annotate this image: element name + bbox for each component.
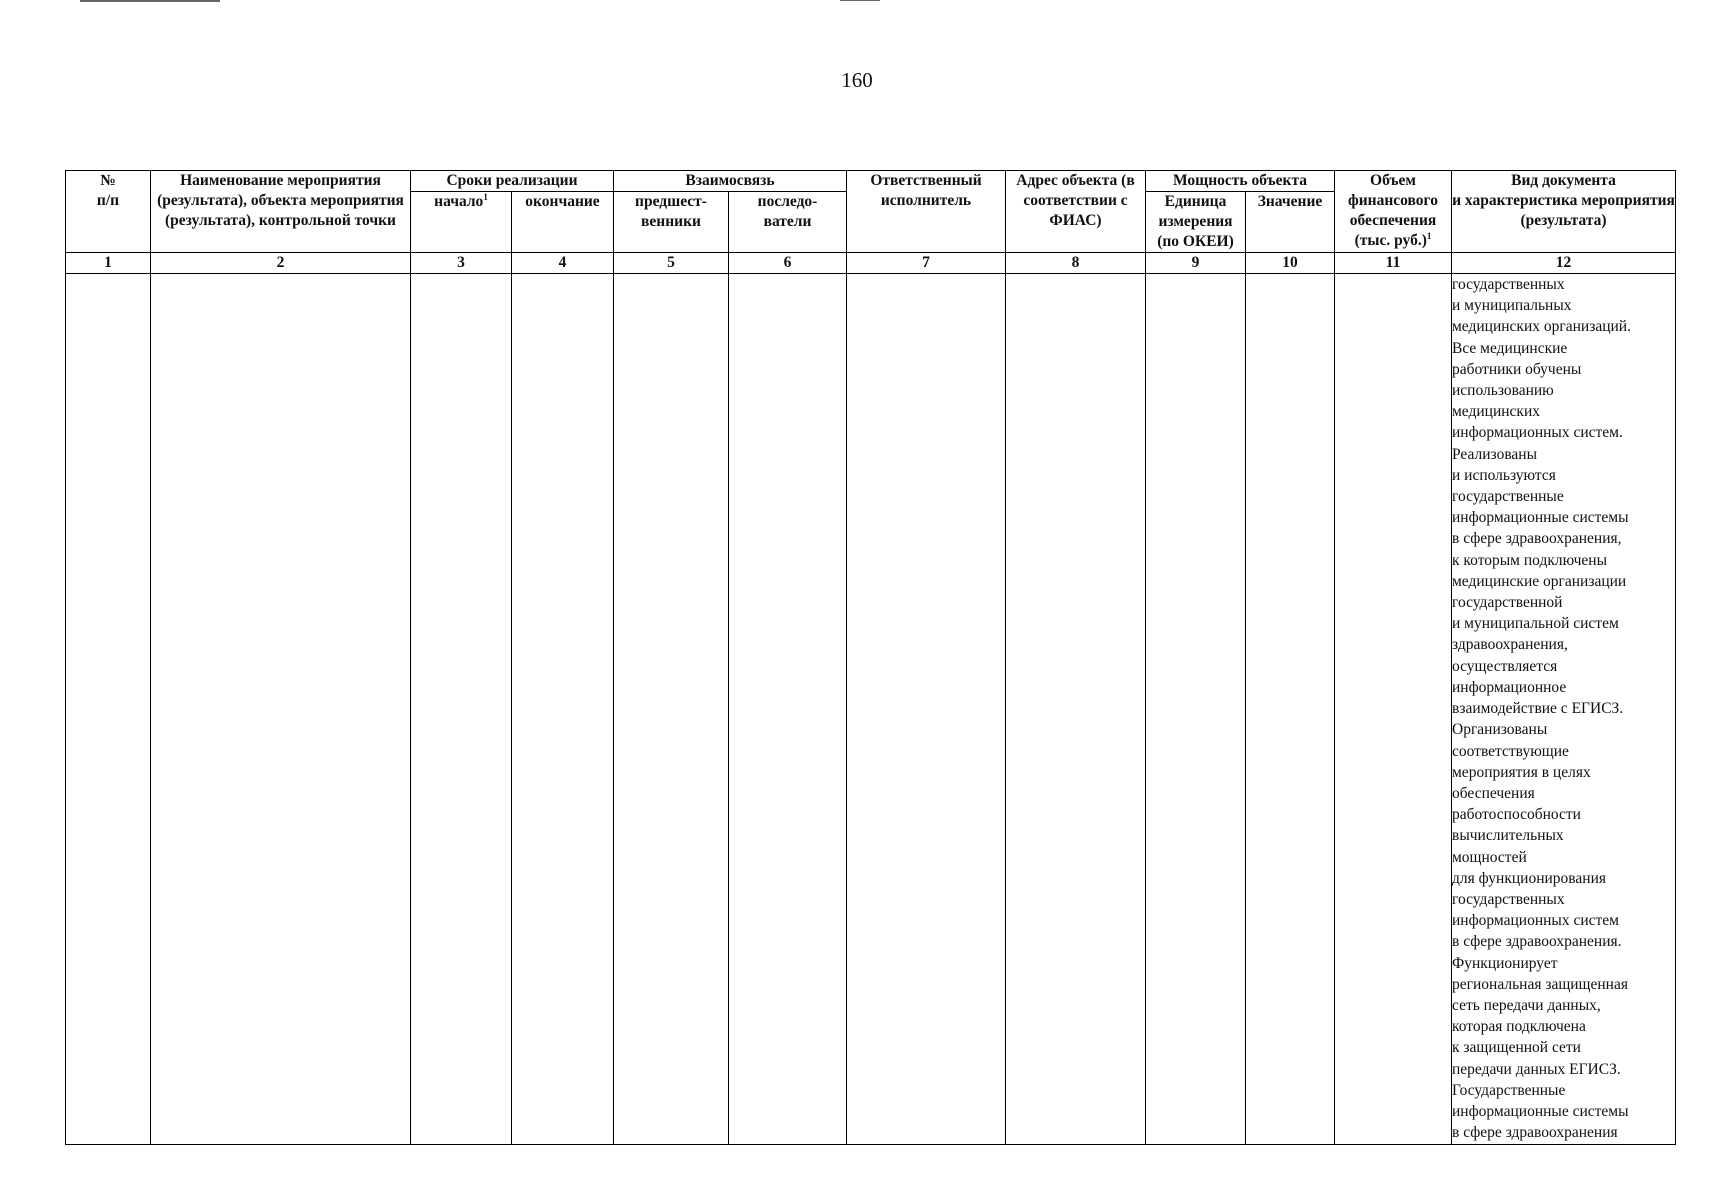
column-number: 9 — [1146, 253, 1246, 274]
header-start — [411, 192, 512, 253]
column-number: 12 — [1452, 253, 1676, 274]
cell-address — [1006, 274, 1146, 1145]
column-number: 6 — [729, 253, 847, 274]
cell-document-characteristics: государственных и муниципальных медицинских организаций. Все медицинские работники обучены использованию медицинских информационных систем. Реализованы и используются государственные информационные системы в сфере здравоохранения, к которым подключены медицинские организации государственной и муниципальной систем здравоохранения, осуществляется информационное взаимодействие с ЕГИСЗ. Организованы соответствующие мероприятия в целях обеспечения работоспособности вычислительных мощностей для функционирования государственных информационных систем в сфере здравоохранения. Функционирует региональная защищенная сеть передачи данных, которая подключена к защищенной сети передачи данных ЕГИСЗ. Государственные информационные системы в сфере здравоохранения — [1452, 274, 1676, 1145]
header-end: окончание — [512, 192, 614, 253]
cell-successors — [729, 274, 847, 1145]
cell-predecessors — [614, 274, 729, 1145]
header-start-label: начало — [434, 193, 484, 210]
cell-number — [66, 274, 151, 1145]
header-successors: последо- ватели — [729, 192, 847, 253]
column-number: 7 — [847, 253, 1006, 274]
header-number: № п/п — [66, 171, 151, 253]
column-number: 10 — [1246, 253, 1335, 274]
column-number: 5 — [614, 253, 729, 274]
header-predecessors: предшест- венники — [614, 192, 729, 253]
header-responsible: Ответственный исполнитель — [847, 171, 1006, 253]
cell-responsible — [847, 274, 1006, 1145]
header-value: Значение — [1246, 192, 1335, 253]
cell-start — [411, 274, 512, 1145]
cell-value — [1246, 274, 1335, 1145]
header-activity-name: Наименование мероприятия (результата), объекта мероприятия (результата), контрольной точки — [151, 171, 411, 253]
header-unit: Единица измерения (по ОКЕИ) — [1146, 192, 1246, 253]
cell-unit — [1146, 274, 1246, 1145]
header-group-relation: Взаимосвязь — [614, 171, 847, 192]
column-number: 8 — [1006, 253, 1146, 274]
scan-edge-mark — [840, 0, 880, 1]
column-number-row — [66, 253, 1676, 274]
header-document-type: Вид документа и характеристика мероприятия (результата) — [1452, 171, 1676, 253]
activities-table — [65, 170, 1676, 1145]
header-address: Адрес объекта (в соответствии с ФИАС) — [1006, 171, 1146, 253]
header-financing-label: Объем финансового обеспечения (тыс. руб.) — [1348, 172, 1438, 249]
footnote-marker: 1 — [483, 192, 488, 202]
cell-financing — [1335, 274, 1452, 1145]
page-number: 160 — [841, 68, 873, 92]
table-row — [66, 274, 1676, 1145]
cell-activity-name — [151, 274, 411, 1145]
header-financing — [1335, 171, 1452, 253]
header-group-capacity: Мощность объекта — [1146, 171, 1335, 192]
cell-end — [512, 274, 614, 1145]
column-number: 1 — [66, 253, 151, 274]
footnote-marker: 1 — [1426, 231, 1432, 241]
column-number: 3 — [411, 253, 512, 274]
column-number: 11 — [1335, 253, 1452, 274]
column-number: 4 — [512, 253, 614, 274]
column-number: 2 — [151, 253, 411, 274]
scan-edge-mark — [80, 0, 220, 2]
header-group-terms: Сроки реализации — [411, 171, 614, 192]
